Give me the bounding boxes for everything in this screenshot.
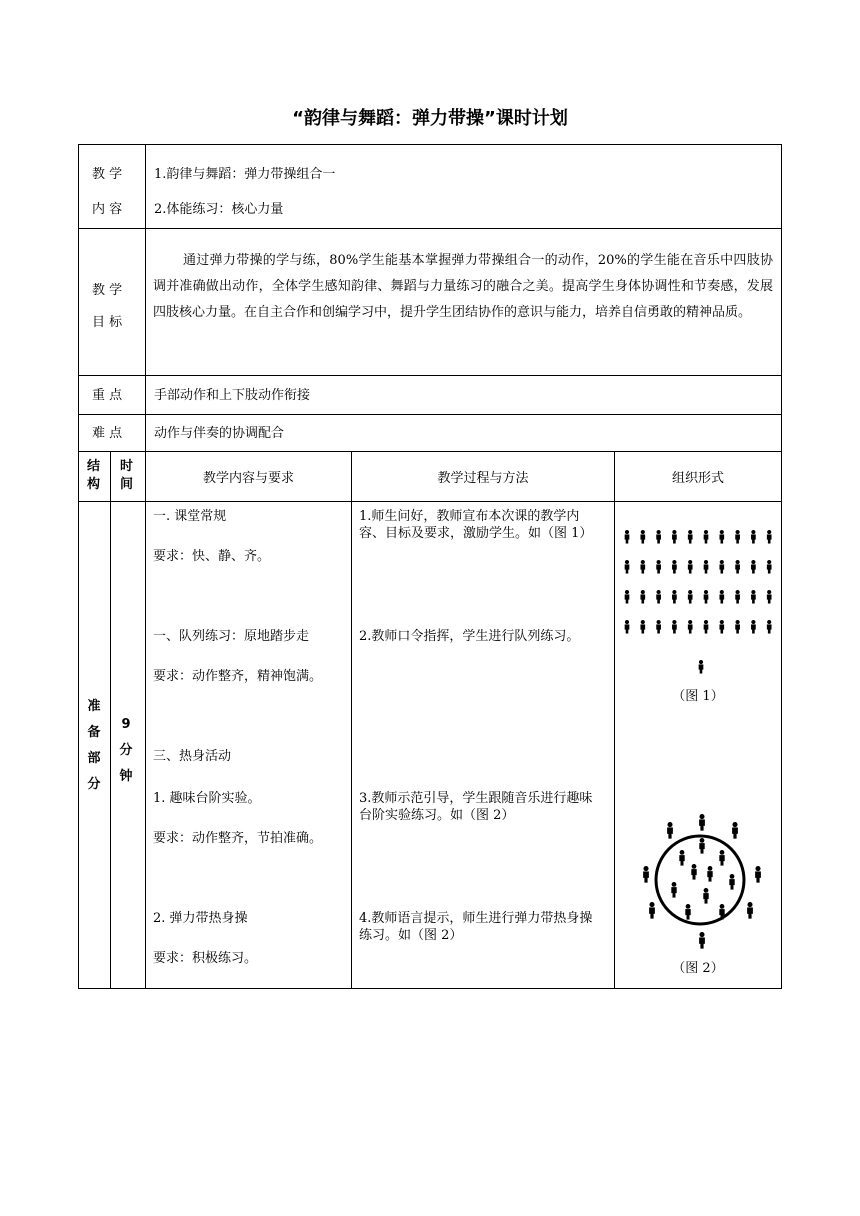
figure-2-caption: （图 2） <box>672 961 724 976</box>
content-item: 一. 课堂常规 <box>153 509 227 524</box>
student-figure-icon <box>732 822 738 839</box>
student-figure-icon <box>672 530 677 544</box>
student-figure-icon <box>767 560 772 574</box>
student-figure-icon <box>767 620 772 634</box>
student-figure-icon <box>649 902 655 919</box>
student-figure-icon <box>719 850 724 866</box>
process-item: 4.教师语言提示，师生进行弹力带热身操练习。如（图 2） <box>359 911 593 943</box>
section-time-char: 9 <box>121 717 131 732</box>
table-border-left <box>78 144 79 989</box>
column-divider <box>614 451 615 989</box>
student-figure-icon <box>719 590 724 604</box>
student-figure-icon <box>699 838 704 854</box>
student-figure-icon <box>719 530 724 544</box>
student-figure-icon <box>699 814 705 831</box>
header-time-2: 间 <box>120 477 134 492</box>
student-figure-icon <box>719 620 724 634</box>
column-divider <box>145 144 146 989</box>
student-figure-icon <box>672 590 677 604</box>
section-name <box>84 694 104 798</box>
header-structure-2: 构 <box>87 477 101 492</box>
student-figure-icon <box>625 560 630 574</box>
section-time <box>116 712 136 790</box>
section-name-char: 准 <box>87 699 101 714</box>
student-figure-icon <box>755 866 761 883</box>
student-figure-icon <box>704 590 709 604</box>
student-figure-icon <box>679 850 684 866</box>
content-label-2: 内 容 <box>92 202 123 217</box>
student-figure-icon <box>704 620 709 634</box>
row-divider <box>78 414 782 415</box>
difficulty-label: 难 点 <box>92 426 123 441</box>
student-figure-icon <box>704 560 709 574</box>
student-figure-icon <box>656 590 661 604</box>
header-structure-1: 结 <box>87 459 101 474</box>
content-item: 要求：积极练习。 <box>153 951 258 966</box>
row-divider <box>78 228 782 229</box>
content-item: 一、队列练习：原地踏步走 <box>153 629 310 644</box>
page-title: “韵律与舞蹈：弹力带操”课时计划 <box>292 108 568 129</box>
student-figure-icon <box>729 874 734 890</box>
process-item: 2.教师口令指挥，学生进行队列练习。 <box>359 629 580 644</box>
student-figure-icon <box>691 864 696 880</box>
student-figure-icon <box>640 530 645 544</box>
student-figure-icon <box>625 530 630 544</box>
difficulty-text: 动作与伴奏的协调配合 <box>154 426 285 441</box>
content-item: 要求：快、静、齐。 <box>153 549 271 564</box>
header-process: 教学过程与方法 <box>437 471 529 486</box>
student-figure-icon <box>751 530 756 544</box>
student-figure-icon <box>656 530 661 544</box>
figure-1-caption: （图 1） <box>672 689 724 704</box>
row-divider <box>78 375 782 376</box>
header-organization: 组织形式 <box>671 471 724 486</box>
content-item: 要求：动作整齐，精神饱满。 <box>153 669 323 684</box>
figure-2-circle-formation <box>630 810 770 960</box>
column-divider <box>351 451 352 989</box>
student-figure-icon <box>735 530 740 544</box>
goal-label-2: 目 标 <box>92 315 123 330</box>
key-text: 手部动作和上下肢动作衔接 <box>154 388 311 403</box>
student-figure-icon <box>685 904 690 920</box>
table-border-top <box>78 144 782 145</box>
student-figure-icon <box>735 590 740 604</box>
goal-text: 通过弹力带操的学与练，80%学生能基本掌握弹力带操组合一的动作，20%的学生能在音乐中四肢协调并准确做出动作，全体学生感知韵律、舞蹈与力量练习的融合之美。提高学生身体协调性和节奏感，发展四肢核心力量。在自主合作和创编学习中，提升学生团结协作的意识与能力，培养自信勇敢的精神品质。 <box>153 253 773 320</box>
student-figure-icon <box>751 560 756 574</box>
student-figure-icon <box>751 590 756 604</box>
content-item: 三、热身活动 <box>153 749 232 764</box>
row-divider <box>78 501 782 502</box>
header-time-1: 时 <box>120 459 134 474</box>
student-figure-icon <box>656 620 661 634</box>
student-figure-icon <box>625 620 630 634</box>
section-time-char: 分 <box>119 743 133 758</box>
student-figure-icon <box>735 620 740 634</box>
student-figure-icon <box>672 620 677 634</box>
student-figure-icon <box>688 530 693 544</box>
student-figure-icon <box>719 560 724 574</box>
header-content-req: 教学内容与要求 <box>202 471 294 486</box>
student-figure-icon <box>640 620 645 634</box>
student-figure-icon <box>699 660 704 674</box>
goal-label-1: 教 学 <box>92 283 123 298</box>
content-label-1: 教 学 <box>92 167 123 182</box>
student-figure-icon <box>747 902 753 919</box>
student-figure-icon <box>667 822 673 839</box>
content-item: 要求：动作整齐，节拍准确。 <box>153 831 323 846</box>
section-time-char: 钟 <box>119 769 133 784</box>
column-divider <box>110 451 111 989</box>
key-label: 重 点 <box>92 388 123 403</box>
student-figure-icon <box>699 932 705 949</box>
student-figure-icon <box>671 882 676 898</box>
student-figure-icon <box>672 560 677 574</box>
student-figure-icon <box>704 530 709 544</box>
student-figure-icon <box>640 590 645 604</box>
content-item: 1. 趣味台阶实验。 <box>153 791 261 806</box>
student-figure-icon <box>688 620 693 634</box>
row-divider <box>78 451 782 452</box>
student-figure-icon <box>643 866 649 883</box>
student-figure-icon <box>767 590 772 604</box>
table-border-right <box>781 144 782 989</box>
section-name-char: 部 <box>87 751 101 766</box>
student-figure-icon <box>751 620 756 634</box>
process-item: 3.教师示范引导，学生跟随音乐进行趣味台阶实验练习。如（图 2） <box>359 791 593 823</box>
figure-1-grid-formation <box>616 520 780 680</box>
student-figure-icon <box>688 590 693 604</box>
process-item: 1.师生问好，教师宣布本次课的教学内容、目标及要求，激励学生。如（图 1） <box>359 509 593 541</box>
content-line-1: 1.韵律与舞蹈：弹力带操组合一 <box>154 167 336 182</box>
student-figure-icon <box>707 866 712 882</box>
content-line-2: 2.体能练习：核心力量 <box>154 202 284 217</box>
student-figure-icon <box>688 560 693 574</box>
section-name-char: 分 <box>87 777 101 792</box>
content-item: 2. 弹力带热身操 <box>153 911 248 926</box>
student-figure-icon <box>640 560 645 574</box>
student-figure-icon <box>656 560 661 574</box>
student-figure-icon <box>767 530 772 544</box>
student-figure-icon <box>703 888 708 904</box>
table-border-bottom <box>78 988 782 989</box>
section-name-char: 备 <box>87 725 101 740</box>
student-figure-icon <box>625 590 630 604</box>
student-figure-icon <box>735 560 740 574</box>
